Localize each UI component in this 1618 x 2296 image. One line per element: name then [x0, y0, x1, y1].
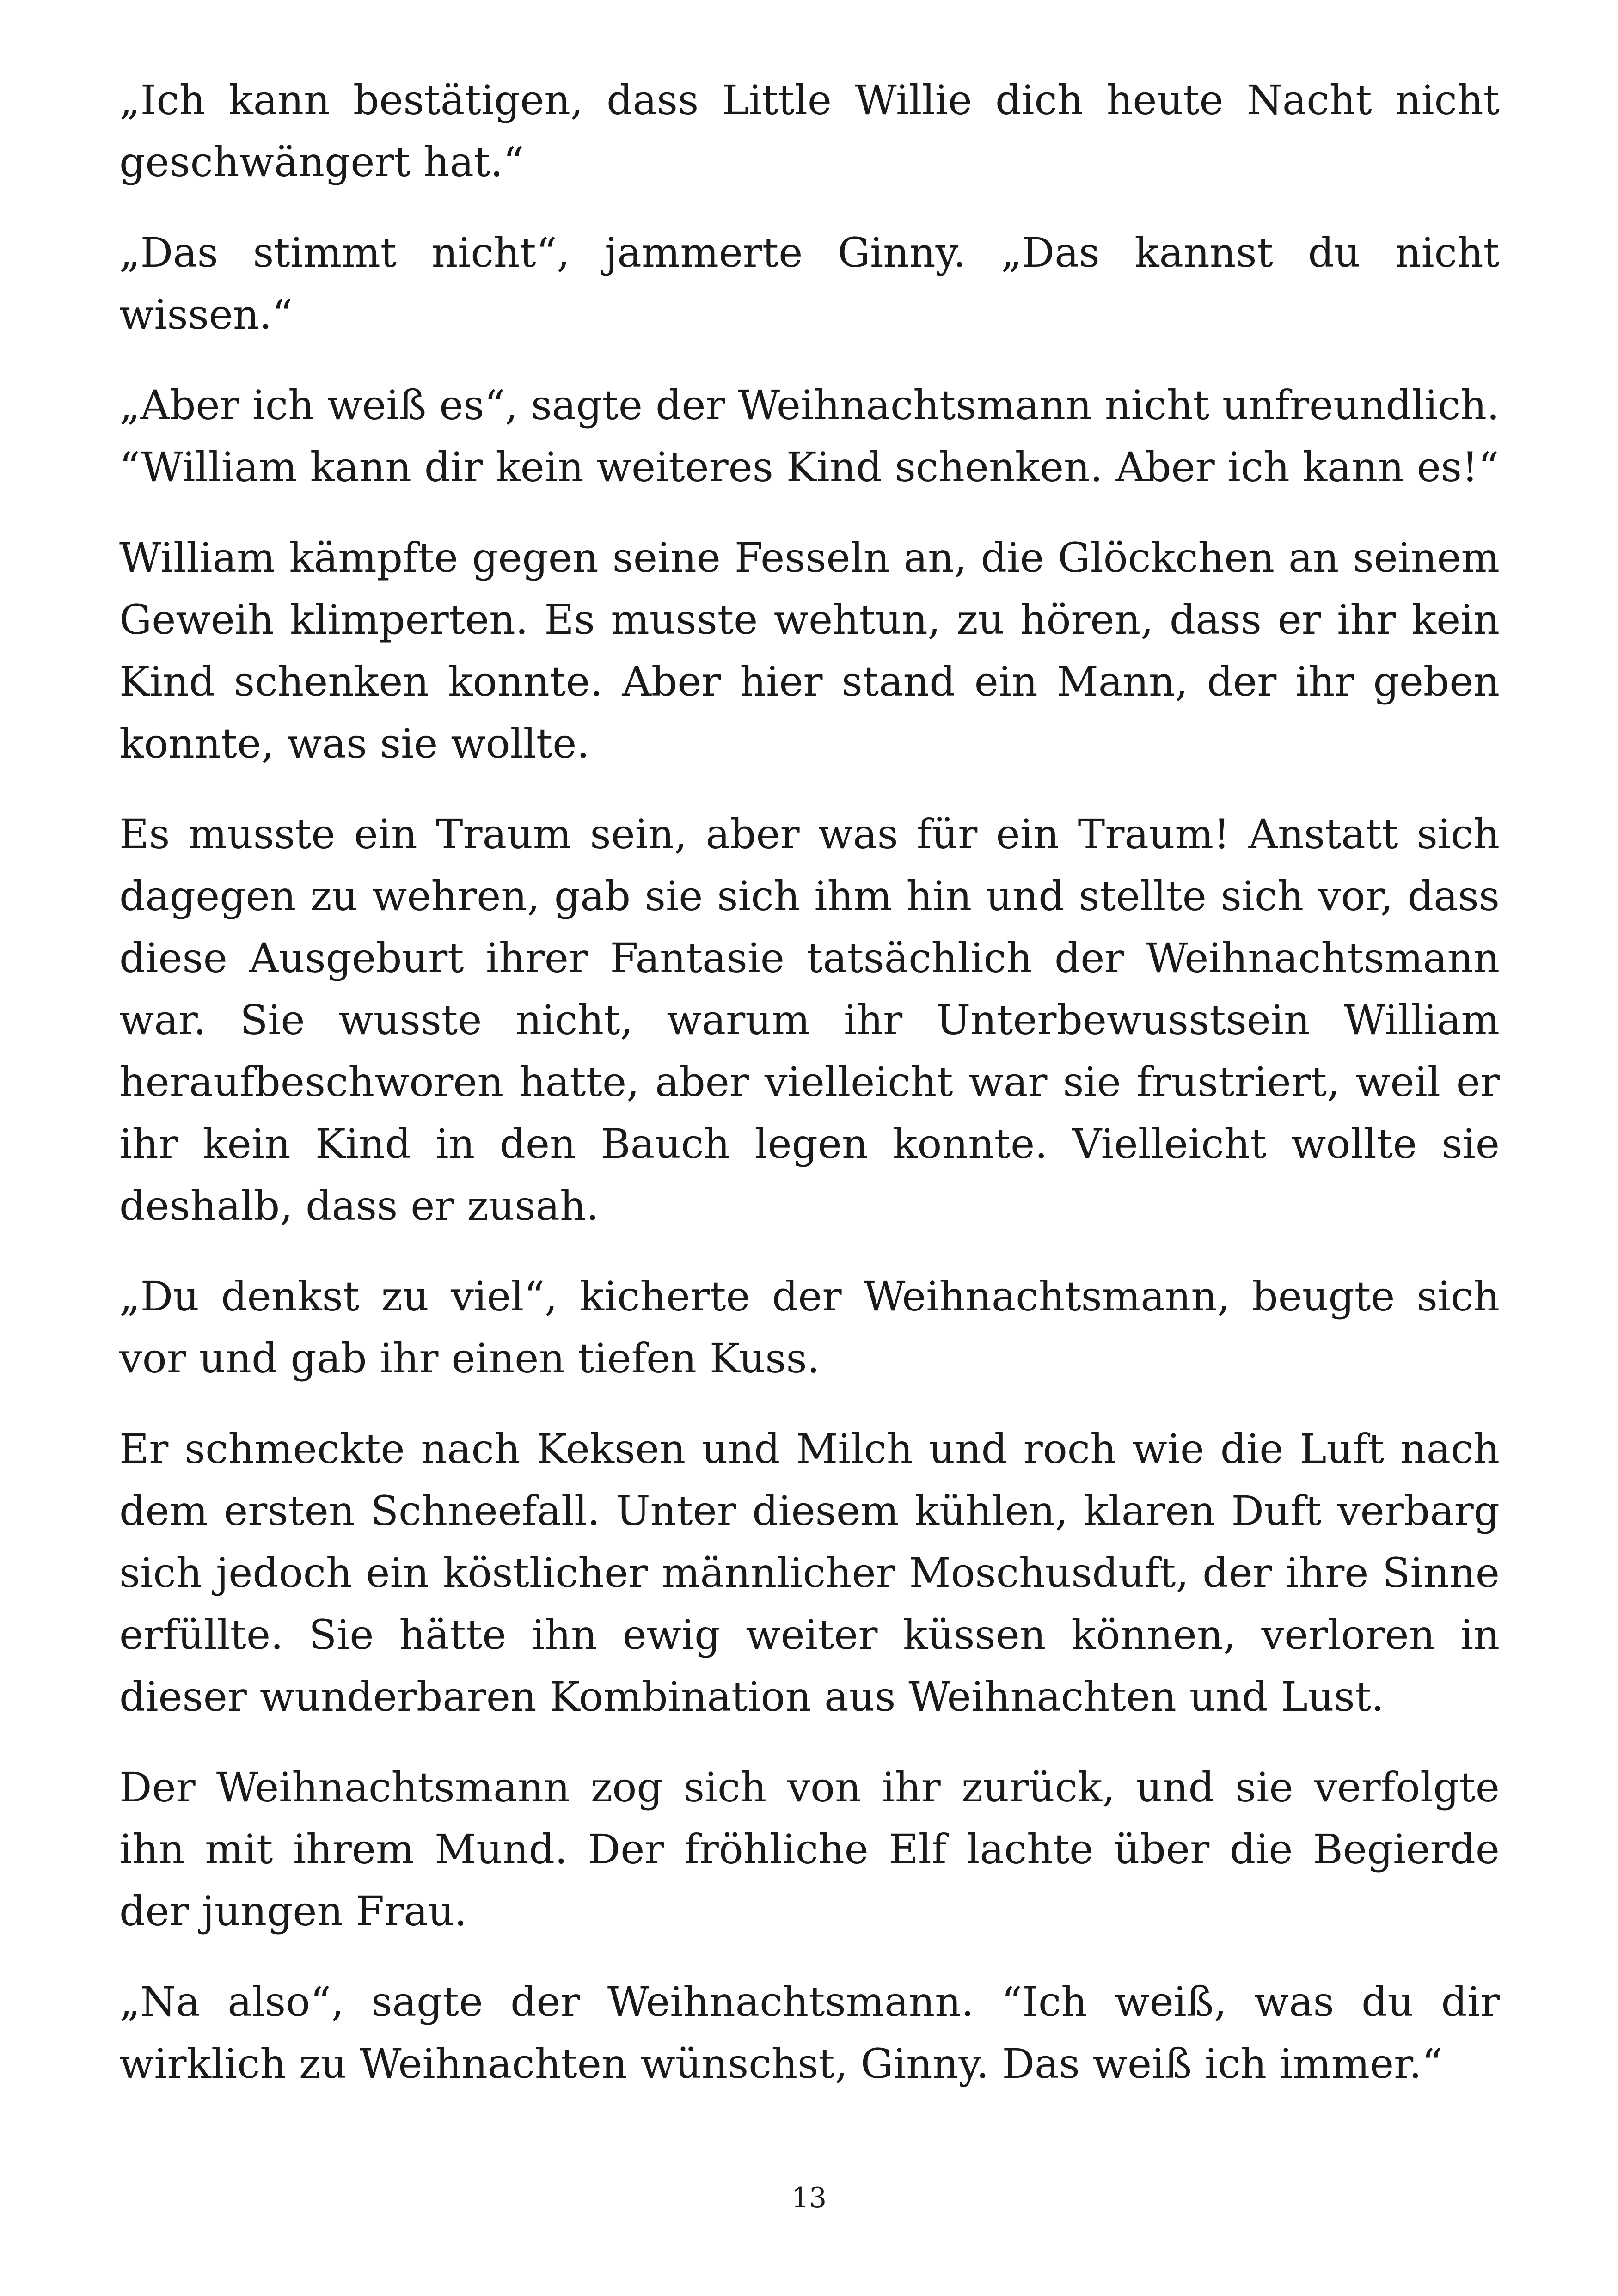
paragraph: „Ich kann bestätigen, dass Little Willie dich heute Nacht nicht geschwängert hat.“	[119, 76, 1500, 186]
body-text	[119, 69, 1500, 2124]
paragraph: „Du denkst zu viel“, kicherte der Weihnachtsmann, beugte sich vor und gab ihr einen tiefen Kuss.	[119, 1273, 1500, 1382]
paragraph: „Na also“, sagte der Weihnachtsmann. “Ich weiß, was du dir wirklich zu Weihnachten wünschst, Ginny. Das weiß ich immer.“	[119, 1978, 1500, 2088]
paragraph: Er schmeckte nach Keksen und Milch und roch wie die Luft nach dem ersten Schneefall. Unter diesem kühlen, klaren Duft verbarg sich jedoch ein köstlicher männlicher Moschusduft, der ihre Sinne erfüllte. Sie hätte ihn ewig weiter küssen können, verloren in dieser wunderbaren Kombination aus Weihnachten und Lust.	[119, 1425, 1500, 1720]
paragraph: Der Weihnachtsmann zog sich von ihr zurück, und sie verfolgte ihn mit ihrem Mund. Der fröhliche Elf lachte über die Begierde der jungen Frau.	[119, 1763, 1500, 1935]
paragraph: „Aber ich weiß es“, sagte der Weihnachtsmann nicht unfreundlich. “William kann dir kein weiteres Kind schenken. Aber ich kann es!“	[119, 381, 1500, 491]
page-number: 13	[791, 2182, 827, 2214]
paragraph: „Das stimmt nicht“, jammerte Ginny. „Das kannst du nicht wissen.“	[119, 229, 1500, 338]
paragraph: William kämpfte gegen seine Fesseln an, die Glöckchen an seinem Geweih klimperten. Es musste wehtun, zu hören, dass er ihr kein Kind schenken konnte. Aber hier stand ein Mann, der ihr geben konnte, was sie wollte.	[119, 534, 1500, 767]
paragraph: Es musste ein Traum sein, aber was für ein Traum! Anstatt sich dagegen zu wehren, gab sie sich ihm hin und stellte sich vor, dass diese Ausgeburt ihrer Fantasie tatsächlich der Weihnachtsmann war. Sie wusste nicht, warum ihr Unterbewusstsein William heraufbeschworen hatte, aber vielleicht war sie frustriert, weil er ihr kein Kind in den Bauch legen konnte. Vielleicht wollte sie deshalb, dass er zusah.	[119, 810, 1500, 1230]
